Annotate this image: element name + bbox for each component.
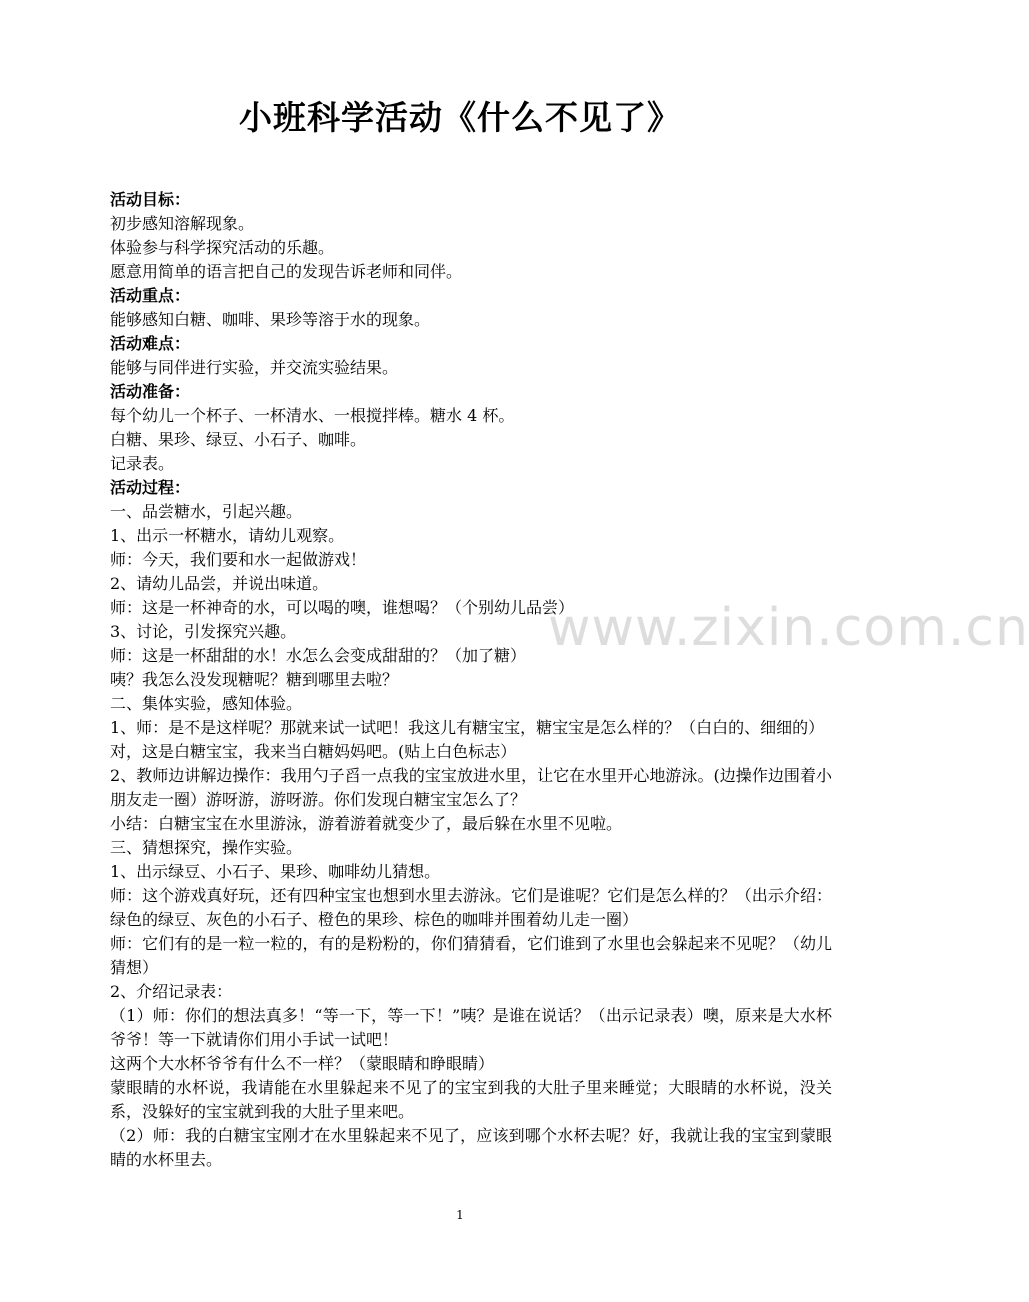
difficulty-heading: 活动难点： [110,334,191,353]
goal-item: 初步感知溶解现象。 [110,214,255,233]
process-line: 三、猜想探究，操作实验。 [110,838,303,857]
process-paragraph: 蒙眼睛的水杯说，我请能在水里躲起来不见了的宝宝到我的大肚子里来睡觉；大眼睛的水杯说，没关系，没躲好的宝宝就到我的大肚子里来吧。 [110,1078,832,1121]
goals-heading: 活动目标： [110,190,191,209]
goal-item: 愿意用简单的语言把自己的发现告诉老师和同伴。 [110,262,463,281]
process-paragraph: 师：它们有的是一粒一粒的，有的是粉粉的，你们猜猜看，它们谁到了水里也会躲起来不见呢？（幼儿猜想） [110,934,832,977]
document-body [110,188,832,1172]
document-title: 小班科学活动《什么不见了》 [239,98,681,137]
prep-heading: 活动准备： [110,382,191,401]
process-line: 一、品尝糖水，引起兴趣。 [110,502,303,521]
process-paragraph: 1、师：是不是这样呢？那就来试一试吧！我这儿有糖宝宝，糖宝宝是怎么样的？（白白的、细细的） [110,718,825,737]
process-line: 咦？我怎么没发现糖呢？糖到哪里去啦？ [110,670,399,689]
process-line: 小结：白糖宝宝在水里游泳，游着游着就变少了，最后躲在水里不见啦。 [110,814,623,833]
key-heading: 活动重点： [110,286,191,305]
process-line: 1、出示一杯糖水，请幼儿观察。 [110,526,345,545]
process-line: 师：这是一杯甜甜的水！水怎么会变成甜甜的？（加了糖） [110,646,527,665]
prep-item: 记录表。 [110,454,175,473]
page-number: 1 [456,1208,464,1222]
process-line: 这两个大水杯爷爷有什么不一样？（蒙眼睛和睁眼睛） [110,1054,495,1073]
process-line: 2、请幼儿品尝，并说出味道。 [110,574,329,593]
key-point: 能够感知白糖、咖啡、果珍等溶于水的现象。 [110,310,431,329]
difficulty-point: 能够与同伴进行实验，并交流实验结果。 [110,358,399,377]
process-line: 二、集体实验，感知体验。 [110,694,303,713]
process-line: 师：这是一杯神奇的水，可以喝的噢，谁想喝？（个别幼儿品尝） [110,598,575,617]
goal-item: 体验参与科学探究活动的乐趣。 [110,238,335,257]
process-paragraph: （1）师：你们的想法真多！“等一下，等一下！”咦？是谁在说话？（出示记录表）噢，原来是大水杯爷爷！等一下就请你们用小手试一试吧！ [110,1006,832,1049]
process-heading: 活动过程： [110,478,191,497]
prep-item: 白糖、果珍、绿豆、小石子、咖啡。 [110,430,367,449]
watermark: www.zixin.com.cn [548,598,1029,658]
process-line: 1、出示绿豆、小石子、果珍、咖啡幼儿猜想。 [110,862,441,881]
process-line: 2、介绍记录表： [110,982,233,1001]
process-line: 师：今天，我们要和水一起做游戏！ [110,550,367,569]
process-line: 对，这是白糖宝宝，我来当白糖妈妈吧。(贴上白色标志） [110,742,517,761]
process-paragraph: （2）师：我的白糖宝宝刚才在水里躲起来不见了，应该到哪个水杯去呢？好，我就让我的宝宝到蒙眼睛的水杯里去。 [110,1126,832,1169]
process-paragraph: 2、教师边讲解边操作：我用勺子舀一点我的宝宝放进水里，让它在水里开心地游泳。(边操作边围着小朋友走一圈）游呀游，游呀游。你们发现白糖宝宝怎么了？ [110,766,832,809]
prep-item: 每个幼儿一个杯子、一杯清水、一根搅拌棒。糖水 4 杯。 [110,406,515,425]
process-paragraph: 师：这个游戏真好玩，还有四种宝宝也想到水里去游泳。它们是谁呢？它们是怎么样的？（出示介绍：绿色的绿豆、灰色的小石子、橙色的果珍、棕色的咖啡并围着幼儿走一圈） [110,886,832,929]
process-line: 3、讨论，引发探究兴趣。 [110,622,297,641]
